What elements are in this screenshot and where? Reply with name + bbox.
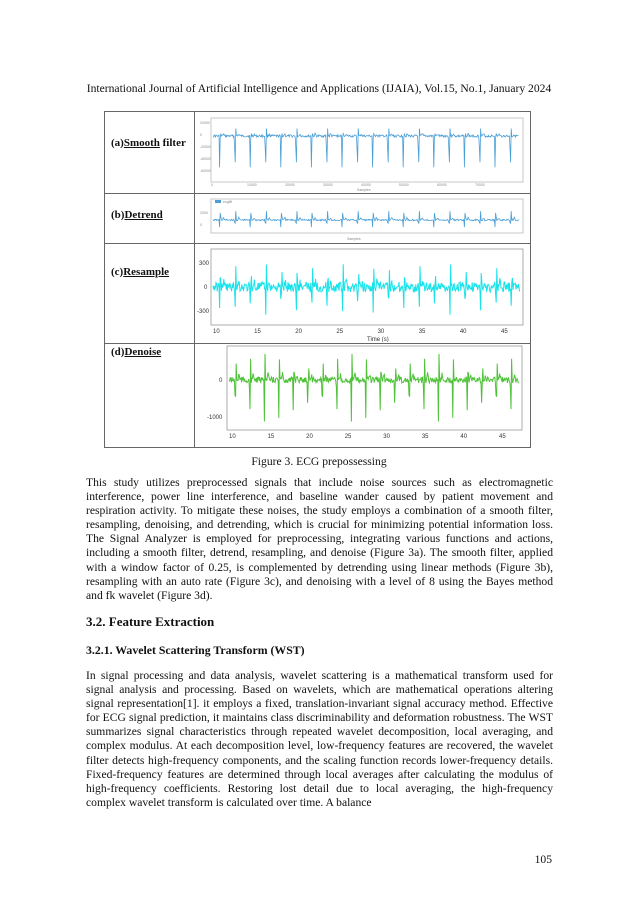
svg-text:0: 0 — [211, 183, 213, 187]
xtick-label: 25 — [336, 329, 344, 335]
panel-d-ytick-0: 0 — [219, 378, 223, 384]
xtick-label: 15 — [254, 329, 261, 335]
panel-d-ytick-1: -1000 — [207, 415, 223, 421]
panel-b-legend: ecgfilt — [223, 200, 233, 204]
panel-d-chart — [197, 344, 527, 447]
panel-c-ytick-0: 300 — [199, 261, 210, 267]
svg-text:-20000: -20000 — [200, 145, 211, 149]
subsection-heading: 3.2.1. Wavelet Scattering Transform (WST) — [86, 643, 305, 657]
xtick-label: 10 — [229, 434, 236, 440]
paragraph-wst: In signal processing and data analysis, wavelet scattering is a mathematical transform used for signal analysis and processing. Based on wavelets, which are mathematical operations altering signal representation[1]. it employs a fixed, translation-invariant signal accuracy method. Effective for ECG signal prediction, it maintains class discriminability and deformation robustness. The WST summarizes signal characteristics through repeated wavelet decomposition, local averaging, and complex modulus. At each decomposition level, low-frequency features are recovered, the wavelet filter detects high-frequency components, and the scaling function records lower-frequency details. Fixed-frequency features are determined through local averages after calculating the modulus of high-frequency coefficients. Restoring lost detail due to local averaging, the high-frequency complex wavelet transform is calculated over time. A balance — [86, 669, 553, 809]
svg-text:70000: 70000 — [475, 183, 485, 187]
svg-text:Samples: Samples — [347, 237, 361, 241]
svg-text:0: 0 — [200, 133, 202, 137]
svg-text:2000: 2000 — [200, 211, 208, 215]
panel-c-chart — [197, 246, 527, 342]
xtick-label: 35 — [421, 434, 429, 440]
svg-text:20000: 20000 — [285, 183, 295, 187]
figure-caption: Figure 3. ECG prepossessing — [251, 455, 387, 468]
paragraph-preprocessing: This study utilizes preprocessed signals that include noise sources such as electromagnetic interference, power line interference, and baseline wander caused by patient movement and respiration activity. To mitigate these noises, the study employs a combination of a smooth filter, resampling, denoising, and detrending, which is crucial for minimizing potential information loss. The Signal Analyzer is employed for preprocessing, integrating various functions and actions, including a smooth filter, detrend, resampling, and denoise (Figure 3a). The smooth filter, applied with a window factor of 0.25, is complemented by detrending using linear methods (Figure 3b), resampling with an auto rate (Figure 3c), and denoising with a level of 8 using the Bayes method and fk wavelet (Figure 3d). — [86, 476, 553, 602]
panel-d-label: (d)Denoise — [111, 346, 162, 358]
svg-text:40000: 40000 — [361, 183, 371, 187]
svg-text:0: 0 — [200, 223, 202, 227]
svg-text:30000: 30000 — [323, 183, 333, 187]
xtick-label: 25 — [344, 434, 352, 440]
xtick-label: 30 — [383, 434, 390, 440]
panel-c-label: (c)Resample — [111, 266, 170, 278]
svg-text:50000: 50000 — [399, 183, 409, 187]
panel-c-ytick-1: 0 — [204, 285, 208, 291]
figure-3 — [104, 111, 531, 448]
svg-text:60000: 60000 — [437, 183, 447, 187]
panel-d-row — [105, 344, 530, 449]
xtick-label: 15 — [267, 434, 275, 440]
journal-header: International Journal of Artificial Intelligence and Applications (IJAIA), Vol.15, No.1, January 2024 — [86, 82, 552, 95]
svg-text:-60000: -60000 — [200, 169, 211, 173]
svg-text:10000: 10000 — [247, 183, 257, 187]
xtick-label: 45 — [499, 434, 506, 440]
panel-a-xticks — [211, 183, 485, 187]
panel-b-label: (b)Detrend — [111, 209, 163, 221]
xtick-label: 40 — [460, 434, 468, 440]
panel-c-row — [105, 244, 530, 344]
xtick-label: 35 — [418, 329, 426, 335]
page-number: 105 — [534, 853, 552, 866]
panel-b-chart — [197, 196, 527, 242]
panel-c-xlabel: Time (s) — [367, 337, 389, 342]
xtick-label: 10 — [213, 329, 220, 335]
svg-text:Samples: Samples — [357, 188, 371, 192]
xtick-label: 30 — [377, 329, 385, 335]
panel-a-row — [105, 112, 530, 194]
panel-b-row — [105, 194, 530, 244]
panel-a-chart — [197, 114, 527, 192]
section-heading: 3.2. Feature Extraction — [86, 614, 215, 629]
svg-text:-40000: -40000 — [200, 157, 211, 161]
xtick-label: 20 — [306, 434, 313, 440]
svg-text:20000: 20000 — [200, 121, 210, 125]
panel-a-label: (a)Smooth filter — [111, 137, 186, 149]
xtick-label: 20 — [295, 329, 302, 335]
xtick-label: 40 — [459, 329, 467, 335]
xtick-label: 45 — [501, 329, 508, 335]
panel-a-yticks — [200, 121, 211, 173]
panel-c-ytick-2: -300 — [197, 309, 210, 315]
